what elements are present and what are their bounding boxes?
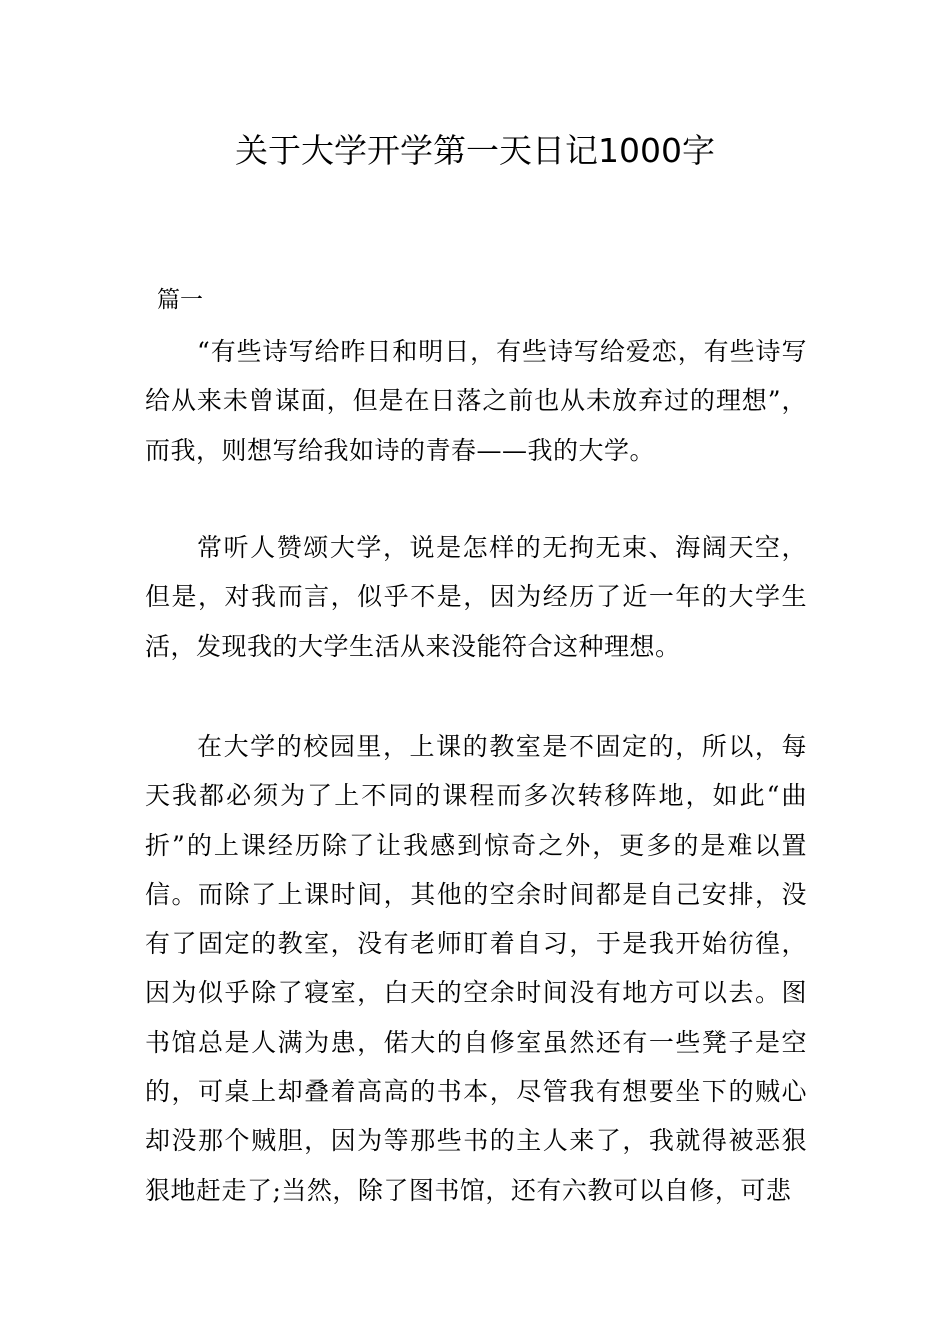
paragraph-3: 在大学的校园里，上课的教室是不固定的，所以，每天我都必须为了上不同的课程而多次转移阵地，如此“曲折”的上课经历除了让我感到惊奇之外，更多的是难以置信。而除了上课时间，其他的空余时间都是自己安排，没有了固定的教室，没有老师盯着自习，于是我开始彷徨，因为似乎除了寝室，白天的空余时间没有地方可以去。图书馆总是人满为患，偌大的自修室虽然还有一些凳子是空的，可桌上却叠着高高的书本，尽管我有想要坐下的贼心却没那个贼胆，因为等那些书的主人来了，我就得被恶狠狠地赶走了;当然，除了图书馆，还有六教可以自修，可悲 xyxy=(145,732,807,1205)
section-label: 篇一 xyxy=(157,287,203,313)
paragraph-1: “有些诗写给昨日和明日，有些诗写给爱恋，有些诗写给从来未曾谋面，但是在日落之前也从未放弃过的理想”，而我，则想写给我如诗的青春——我的大学。 xyxy=(145,337,807,465)
paragraph-2: 常听人赞颂大学，说是怎样的无拘无束、海阔天空，但是，对我而言，似乎不是，因为经历了近一年的大学生活，发现我的大学生活从来没能符合这种理想。 xyxy=(145,533,807,661)
document-title: 关于大学开学第一天日记1000字 xyxy=(235,131,715,170)
